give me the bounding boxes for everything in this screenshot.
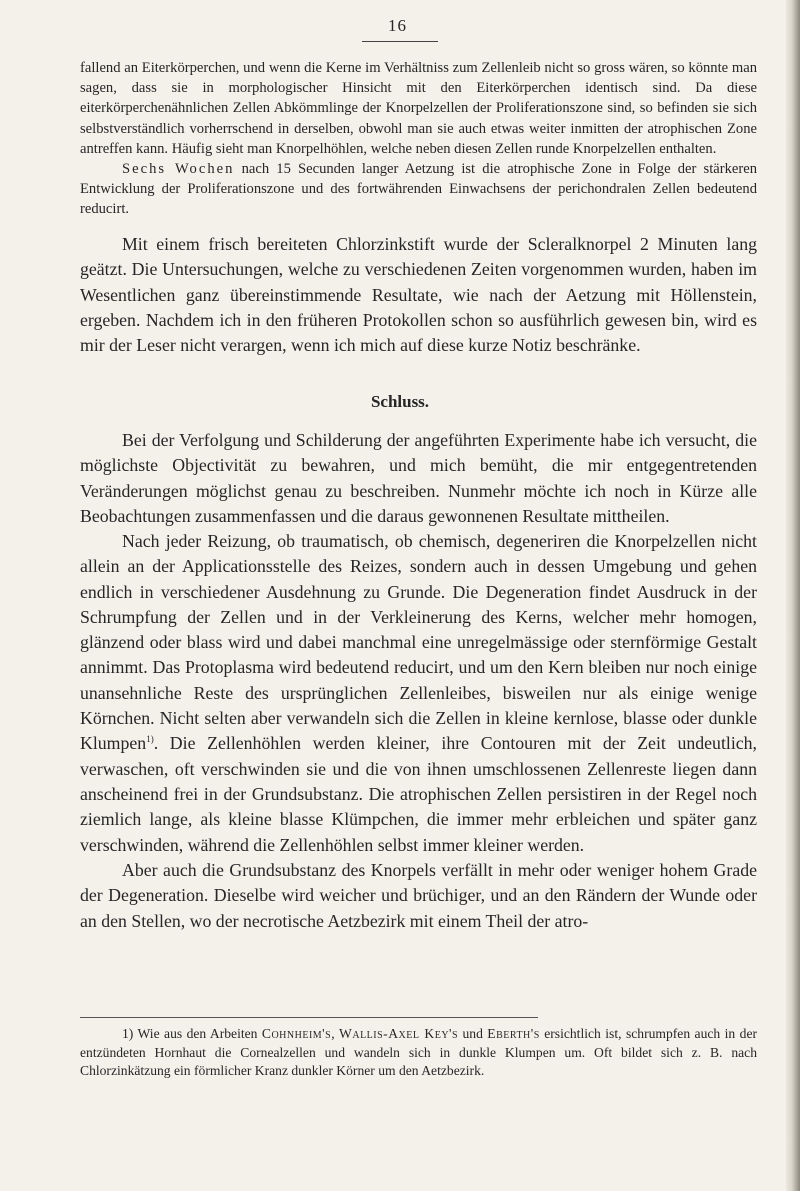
footnote-marker: 1) xyxy=(122,1026,134,1041)
emphasized-lead: Sechs Wochen xyxy=(122,161,235,177)
paragraph-eiterkoerperchen: fallend an Eiterkörperchen, und wenn die Kerne im Verhältniss zum Zellenleib nicht so gross wären, so könnte man sagen, dass sie in morphologischer Hinsicht mit den Eiterkörperchen identisch sind. Da diese eiterkörperchenähnlichen Zellen Abkömmlinge der Knorpelzellen der Proliferationszone sind, so befinden sie sich selbstverständlich vorherrschend in derselben, obwohl man sie auch etwas weiter inmitten der atrophischen Zone antreffen kann. Häufig sieht man Knorpelhöhlen, welche neben diesen Zellen runde Knorpelzellen enthalten. xyxy=(80,60,757,157)
header-rule xyxy=(362,41,438,42)
author-name: Wallis-Axel Key's xyxy=(339,1026,459,1041)
footnote xyxy=(80,1025,757,1081)
footnote-rule xyxy=(80,1017,538,1018)
footnote-text: ersichtlich ist, schrumpfen auch in der entzündeten Hornhaut die Cornealzellen und wandeln sich in dunkle Klumpen um. Oft bildet sich z. B. nach Chlorzinkätzung ein förmlicher Kranz dunkler Körner um den Aetzbezirk. xyxy=(80,1026,757,1079)
footnote-text: Wie aus den Arbeiten xyxy=(133,1026,262,1041)
section-heading: Schluss. xyxy=(370,392,430,411)
footnote-text: und xyxy=(458,1026,488,1041)
footnote-text: , xyxy=(331,1026,340,1041)
paragraph-grundsubstanz: Aber auch die Grundsubstanz des Knorpels verfällt in mehr oder weniger hohem Grade der Degeneration. Dieselbe wird weicher und brüchiger, und an den Rändern der Wunde oder an den Stellen, wo der necrotische Aetzbezirk mit einem Theil der atro- xyxy=(80,860,757,931)
author-name: Eberth's xyxy=(487,1026,540,1041)
paragraph-chlorzinkstift: Mit einem frisch bereiteten Chlorzinkstift wurde der Scleralknorpel 2 Minuten lang geätzt. Die Untersuchungen, welche zu verschiedenen Zeiten vorgenommen wurden, haben im Wesentlichen ganz übereinstimmende Resultate, wie nach der Aetzung mit Höllenstein, ergeben. Nachdem ich in den früheren Protokollen schon so ausführlich gewesen bin, wird es mir der Leser nicht verargen, wenn ich mich auf diese kurze Notiz beschränke. xyxy=(80,234,757,356)
author-name: Cohnheim's xyxy=(261,1026,332,1041)
paragraph-sechs-wochen xyxy=(80,159,757,220)
paragraph-text: . Die Zellenhöhlen werden kleiner, ihre Contouren mit der Zeit undeutlich, verwaschen, oft verschwinden sie und die von ihnen umschlossenen Zellenreste liegen dann anscheinend frei in der Grundsubstanz. Die atrophischen Zellen persistiren in der Regel noch ziemlich lange, als kleine blasse Klümpchen, die immer mehr erbleichen und später ganz verschwinden, während die Zellenhöhlen selbst immer kleiner werden. xyxy=(80,733,757,855)
page-number: 16 xyxy=(388,16,407,35)
paragraph-text: nach 15 Secunden langer Aetzung ist die atrophische Zone in Folge der stärkeren Entwicklung der Proliferationszone und des fortwährenden Einwachsens der perichondralen Zellen bedeutend reducirt. xyxy=(80,161,758,218)
footnote-reference[interactable]: 1) xyxy=(146,734,154,745)
page-edge-shadow xyxy=(786,0,800,1191)
paragraph-nach-jeder-reizung xyxy=(80,529,757,858)
paragraph-verfolgung: Bei der Verfolgung und Schilderung der angeführten Experimente habe ich versucht, die möglichste Objectivität zu bewahren, und mich bemüht, die mir entgegentretenden Veränderungen möglichst genau zu beschreiben. Nunmehr möchte ich noch in Kürze alle Beobachtungen zusammenfassen und die daraus gewonnenen Resultate mittheilen. xyxy=(80,430,757,526)
paragraph-text: Nach jeder Reizung, ob traumatisch, ob chemisch, degeneriren die Knorpelzellen nicht allein an der Applicationsstelle des Reizes, sondern auch in dessen Umgebung und gehen endlich in verschiedener Ausdehnung zu Grunde. Die Degeneration findet Ausdruck in der Schrumpfung der Zellen und in der Verkleinerung des Kerns, welcher mehr homogen, glänzend oder blass wird und dabei manchmal eine unregelmässige oder sternförmige Gestalt annimmt. Das Protoplasma wird bedeutend reducirt, und um den Kern bleiben nur noch einige unansehnliche Reste des ursprünglichen Zellenleibes, bisweilen nur als einige wenige Körnchen. Nicht selten aber verwandeln sich die Zellen in kleine kernlose, blasse oder dunkle Klumpen xyxy=(80,531,757,754)
